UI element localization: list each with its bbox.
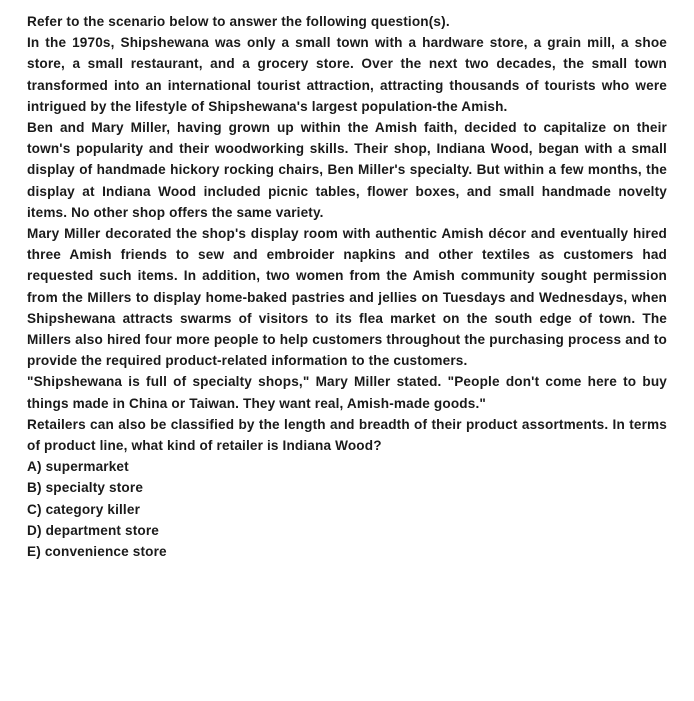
scenario-paragraph-1: In the 1970s, Shipshewana was only a small town with a hardware store, a grain mill, a shoe store, a small restaurant, and a grocery store. Over the next two decades, the small town transformed into an international tourist attraction, attracting thousands of tourists who were intrigued by the lifestyle of Shipshewana's largest population-the Amish. bbox=[27, 35, 667, 114]
scenario-paragraph-2: Ben and Mary Miller, having grown up within the Amish faith, decided to capitalize on their town's popularity and their woodworking skills. Their shop, Indiana Wood, began with a small display of handmade hickory rocking chairs, Ben Miller's specialty. But within a few months, the display at Indiana Wood included picnic tables, flower boxes, and small handmade novelty items. No other shop offers the same variety. bbox=[27, 120, 667, 220]
answer-options bbox=[27, 456, 667, 562]
option-b[interactable]: B) specialty store bbox=[27, 480, 144, 496]
instructions-text: Refer to the scenario below to answer the following question(s). bbox=[27, 14, 450, 29]
scenario-paragraph-3: Mary Miller decorated the shop's display room with authentic Amish décor and eventually hired three Amish friends to sew and embroider napkins and other textiles as customers had requested such items. In addition, two women from the Amish community sought permission from the Millers to display home-baked pastries and jellies on Tuesdays and Wednesdays, when Shipshewana attracts swarms of visitors to its flea market on the south edge of town. The Millers also hired four more people to help customers throughout the purchasing process and to provide the required product-related information to the customers. bbox=[27, 226, 667, 369]
option-d[interactable]: D) department store bbox=[27, 522, 160, 538]
option-e[interactable]: E) convenience store bbox=[27, 544, 167, 560]
option-a[interactable]: A) supermarket bbox=[27, 459, 129, 475]
document-page bbox=[27, 11, 667, 562]
scenario-paragraph-4: "Shipshewana is full of specialty shops," Mary Miller stated. "People don't come here to buy things made in China or Taiwan. They want real, Amish-made goods." bbox=[27, 374, 667, 411]
option-c[interactable]: C) category killer bbox=[27, 501, 141, 517]
question-text: Retailers can also be classified by the length and breadth of their product assortments. In terms of product line, what kind of retailer is Indiana Wood? bbox=[27, 416, 667, 454]
